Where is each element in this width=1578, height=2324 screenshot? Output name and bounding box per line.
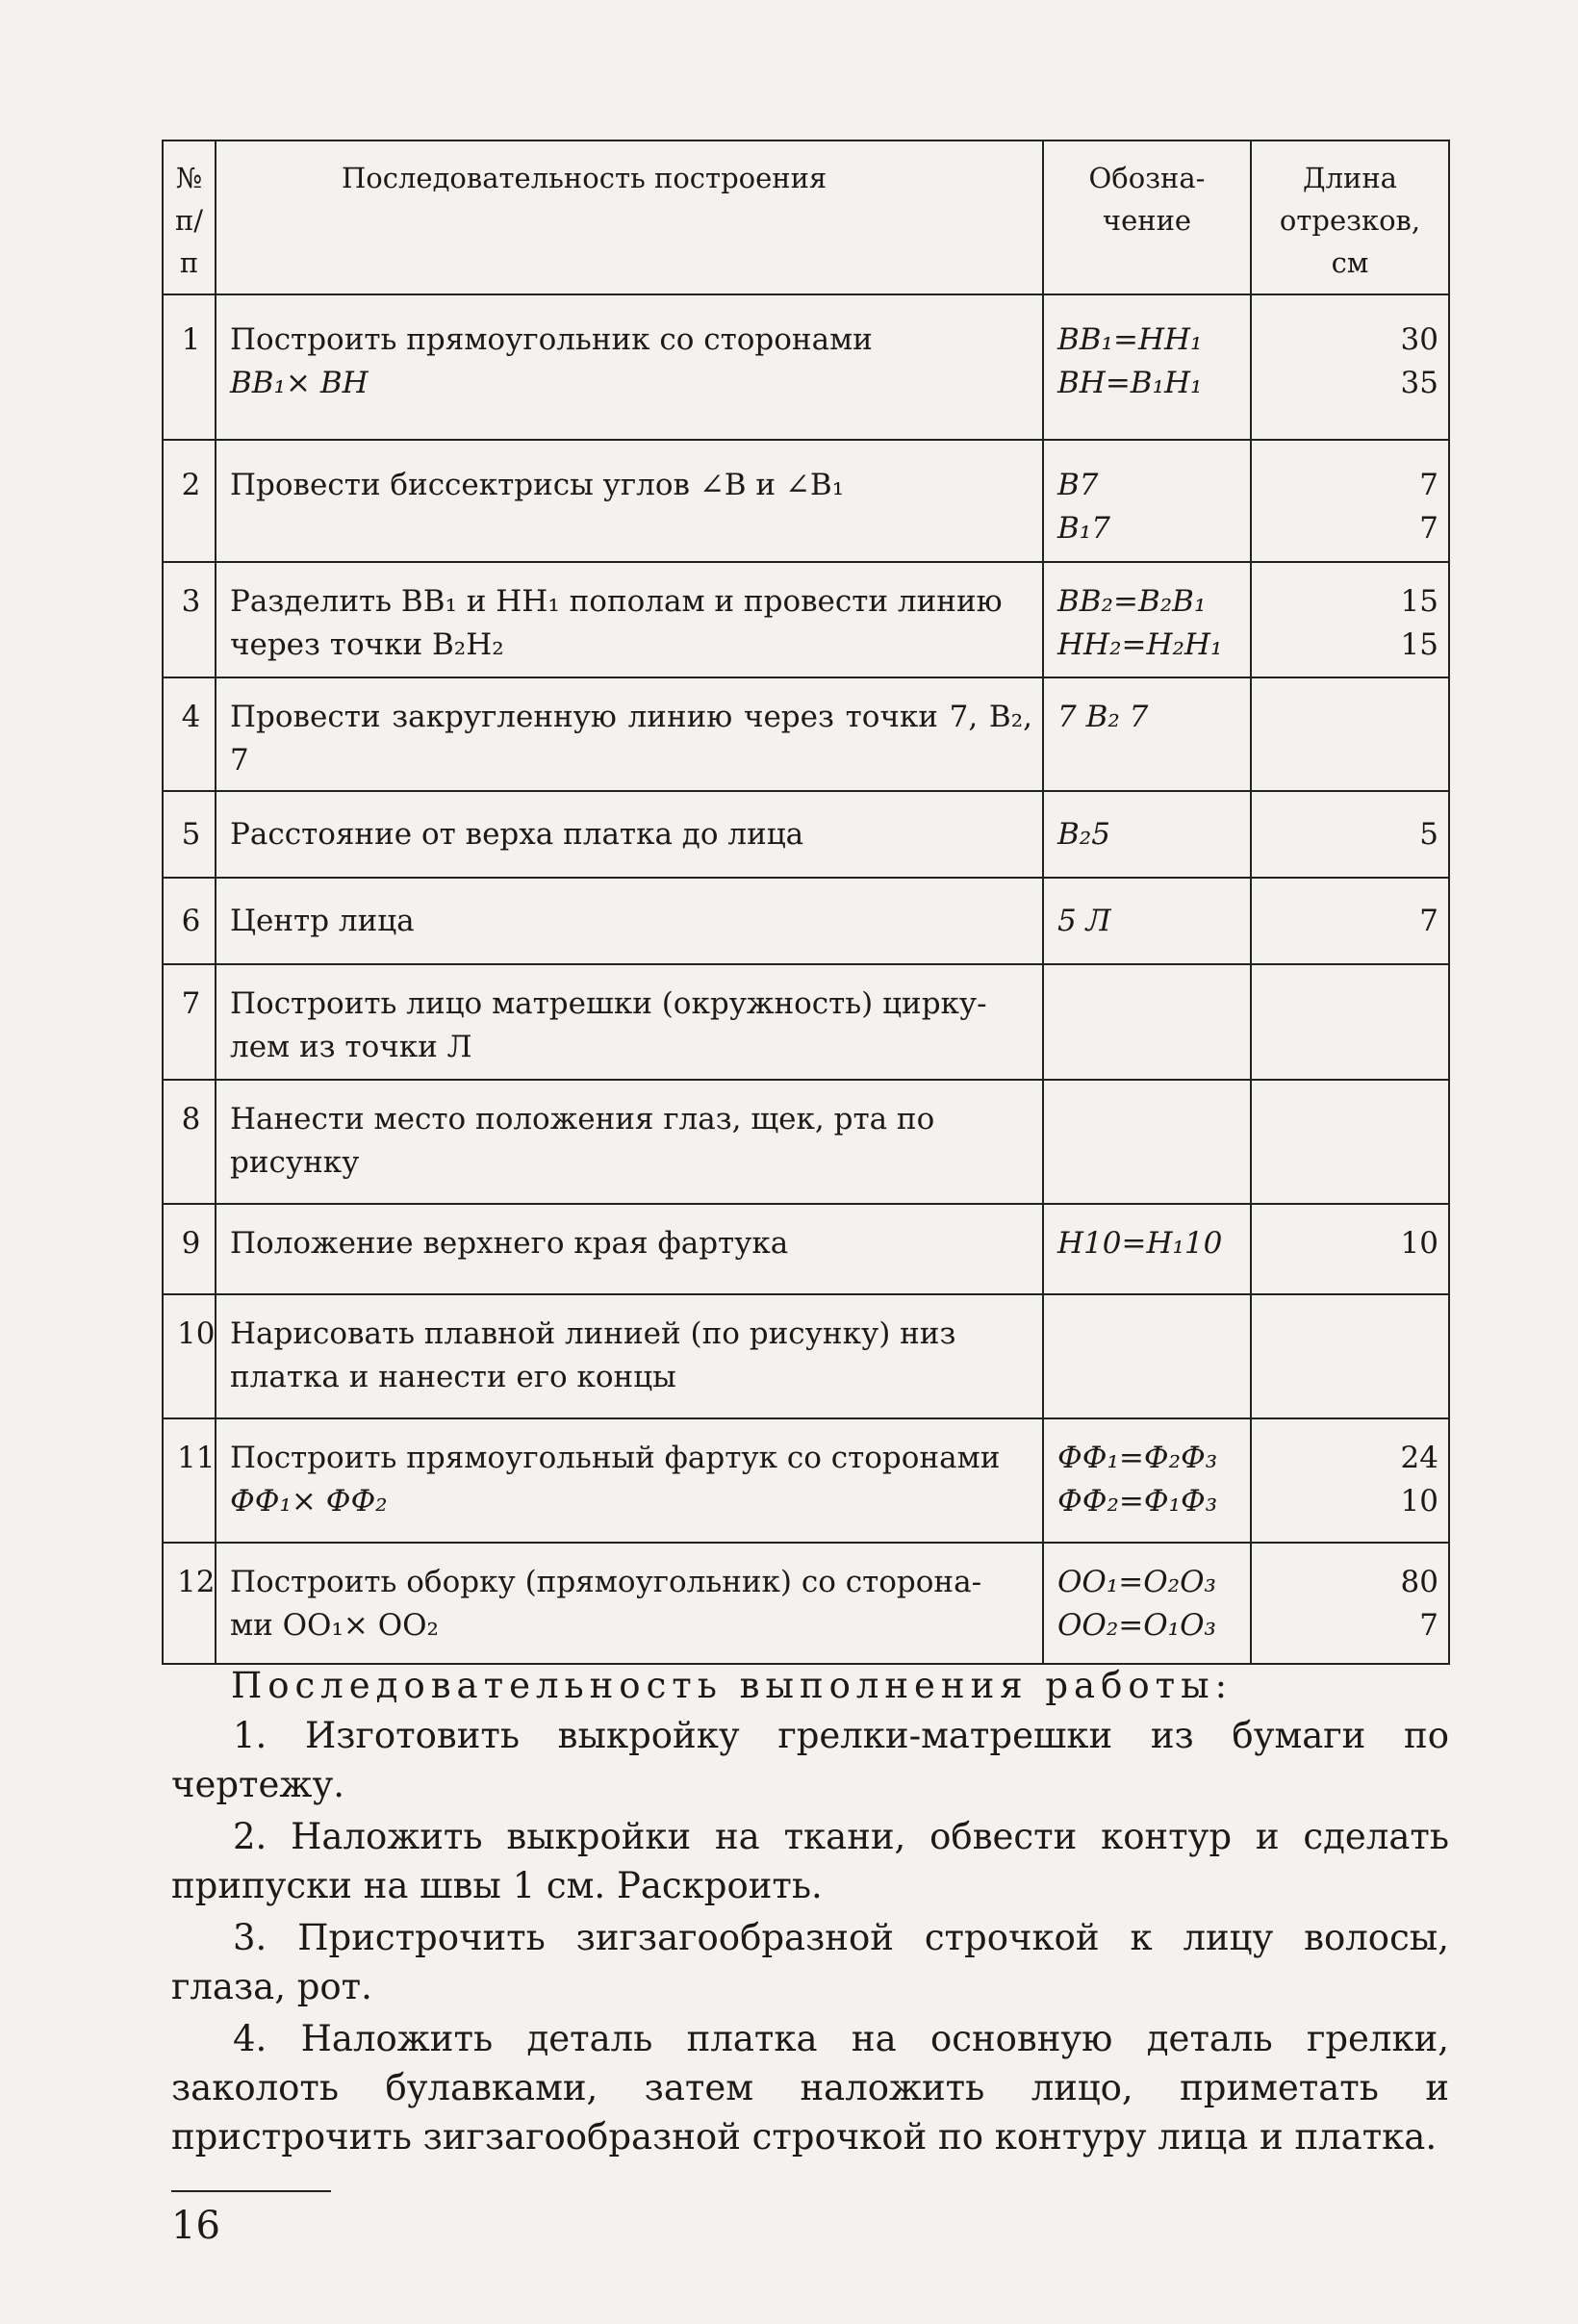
row-length: 30 35 xyxy=(1251,294,1449,440)
header-number: № п/п xyxy=(163,140,216,294)
header-length: Длина отрезков, см xyxy=(1251,140,1449,294)
row-designation: ОО₁=О₂О₃ ОО₂=О₁О₃ xyxy=(1043,1543,1251,1664)
section-heading: Последовательность выполнения работы: xyxy=(231,1665,1234,1706)
table-row xyxy=(163,1543,1449,1664)
work-step: 4. Наложить деталь платка на основную деталь грелки, заколоть булавками, затем наложить лицо, приметать и пристрочить зигзагообразной строчкой по контуру лица и платка. xyxy=(171,2018,1449,2158)
row-step: Центр лица xyxy=(216,878,1043,964)
row-designation: 7 В₂ 7 xyxy=(1043,677,1251,791)
row-length: 5 xyxy=(1251,791,1449,878)
row-number: 3 xyxy=(163,562,216,677)
row-designation: ФФ₁=Ф₂Ф₃ ФФ₂=Ф₁Ф₃ xyxy=(1043,1418,1251,1543)
row-step: Построить лицо матрешки (окружность) цирку- лем из точки Л xyxy=(216,964,1043,1080)
row-step: Провести закругленную линию через точки 7, В₂, 7 xyxy=(216,677,1043,791)
table-header-row xyxy=(163,140,1449,294)
row-number: 10 xyxy=(163,1294,216,1418)
row-step: Разделить ВВ₁ и НН₁ пополам и провести линию через точки В₂Н₂ xyxy=(216,562,1043,677)
row-number: 5 xyxy=(163,791,216,878)
table-row xyxy=(163,1294,1449,1418)
footnote-rule xyxy=(171,2190,331,2192)
row-designation xyxy=(1043,1080,1251,1204)
header-designation: Обозна- чение xyxy=(1043,140,1251,294)
row-step: Построить прямоугольник со сторонами ВВ₁× ВН xyxy=(216,294,1043,440)
work-steps xyxy=(171,1711,1449,2164)
work-step: 2. Наложить выкройки на ткани, обвести контур и сделать припуски на швы 1 см. Раскроить. xyxy=(171,1816,1449,1906)
page-number: 16 xyxy=(171,2204,220,2248)
row-step: Нарисовать плавной линией (по рисунку) низ платка и нанести его концы xyxy=(216,1294,1043,1418)
row-length: 15 15 xyxy=(1251,562,1449,677)
row-step: Нанести место положения глаз, щек, рта по рисунку xyxy=(216,1080,1043,1204)
table-row xyxy=(163,791,1449,878)
table-row xyxy=(163,677,1449,791)
row-number: 1 xyxy=(163,294,216,440)
table-row xyxy=(163,294,1449,440)
row-number: 8 xyxy=(163,1080,216,1204)
row-designation: ВВ₂=В₂В₁ НН₂=Н₂Н₁ xyxy=(1043,562,1251,677)
row-designation: ВВ₁=НН₁ ВН=В₁Н₁ xyxy=(1043,294,1251,440)
table-row xyxy=(163,562,1449,677)
table-row xyxy=(163,1204,1449,1294)
row-number: 7 xyxy=(163,964,216,1080)
header-sequence: Последовательность построения xyxy=(216,140,1043,294)
row-step: Расстояние от верха платка до лица xyxy=(216,791,1043,878)
work-step: 3. Пристрочить зигзагообразной строчкой к лицу волосы, глаза, рот. xyxy=(171,1917,1449,2007)
row-number: 6 xyxy=(163,878,216,964)
row-length xyxy=(1251,964,1449,1080)
row-step: Построить прямоугольный фартук со сторонами ФФ₁× ФФ₂ xyxy=(216,1418,1043,1543)
row-designation xyxy=(1043,1294,1251,1418)
row-number: 9 xyxy=(163,1204,216,1294)
row-length: 24 10 xyxy=(1251,1418,1449,1543)
row-step: Провести биссектрисы углов ∠В и ∠В₁ xyxy=(216,440,1043,562)
row-number: 11 xyxy=(163,1418,216,1543)
row-designation xyxy=(1043,964,1251,1080)
row-step: Положение верхнего края фартука xyxy=(216,1204,1043,1294)
construction-table xyxy=(162,140,1450,1665)
table-row xyxy=(163,878,1449,964)
row-length xyxy=(1251,1294,1449,1418)
row-designation: В₂5 xyxy=(1043,791,1251,878)
row-length: 7 xyxy=(1251,878,1449,964)
row-length xyxy=(1251,1080,1449,1204)
table-row xyxy=(163,440,1449,562)
row-designation: Н10=Н₁10 xyxy=(1043,1204,1251,1294)
row-length xyxy=(1251,677,1449,791)
row-length: 7 7 xyxy=(1251,440,1449,562)
work-step: 1. Изготовить выкройку грелки-матрешки из бумаги по чертежу. xyxy=(171,1715,1449,1805)
row-designation: 5 Л xyxy=(1043,878,1251,964)
row-number: 2 xyxy=(163,440,216,562)
table-row xyxy=(163,1080,1449,1204)
row-length: 10 xyxy=(1251,1204,1449,1294)
row-number: 4 xyxy=(163,677,216,791)
table-row xyxy=(163,1418,1449,1543)
row-step: Построить оборку (прямоугольник) со сторона- ми ОО₁× ОО₂ xyxy=(216,1543,1043,1664)
table-row xyxy=(163,964,1449,1080)
row-length: 80 7 xyxy=(1251,1543,1449,1664)
row-designation: В7 В₁7 xyxy=(1043,440,1251,562)
row-number: 12 xyxy=(163,1543,216,1664)
